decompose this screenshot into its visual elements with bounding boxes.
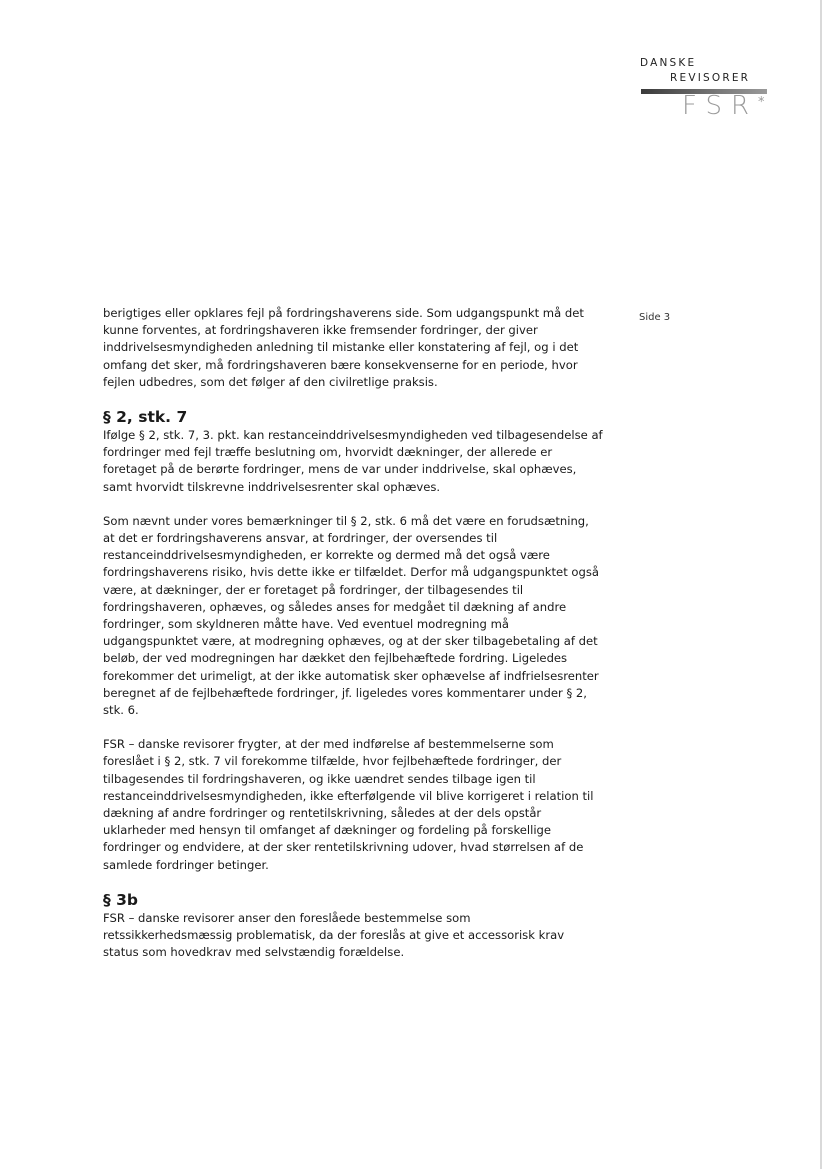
logo-mark: FSR xyxy=(682,91,759,121)
paragraph-intro: berigtiges eller opklares fejl på fordringshaverens side. Som udgangspunkt må det kunne forventes, at fordringshaveren ikke fremsender fordringer, der giver inddrivelsesmyndigheden anledning til mistanke eller konstatering af fejl, og i det omfang det sker, må fordringshaveren bære konsekvenserne for en periode, hvor fejlen udbedres, som det følger af den civilretlige praksis. xyxy=(103,306,584,389)
paragraph-2-7-c: FSR – danske revisorer frygter, at der med indførelse af bestemmelserne som foreslået i § 2, stk. 7 vil forekomme tilfælde, hvor fejlbehæftede fordringer, der tilbagesendes til fordringshaveren, og ikke uændret sendes tilbage igen til restanceinddrivelsesmyndigheden, ikke efterfølgende vil blive korrigeret i relation til dækning af andre fordringer og rentetilskrivning, således at der dels opstår uklarheder med hensyn til omfanget af dækninger og fordeling på forskellige fordringer og endvidere, at der sker rentetilskrivning udover, hvad størrelsen af de samlede fordringer betinger. xyxy=(103,737,594,872)
fsr-logo xyxy=(640,57,768,127)
section-heading-3b: § 3b xyxy=(103,890,139,909)
paragraph-3b: FSR – danske revisorer anser den foreslåede bestemmelse som retssikkerhedsmæssig problematisk, da der foreslås at give et accessorisk krav status som hovedkrav med selvstændig forældelse. xyxy=(103,910,565,960)
paragraph-2-7-a: Ifølge § 2, stk. 7, 3. pkt. kan restanceinddrivelsesmyndigheden ved tilbagesendelse af fordringer med fejl træffe beslutning om, hvorvidt dækninger, der allerede er foretaget på de berørte fordringer, mens de var under inddrivelse, skal ophæves, samt hvorvidt tilskrevne inddrivelsesrenter skal ophæves. xyxy=(103,428,603,494)
page-edge xyxy=(820,0,822,1169)
logo-star: * xyxy=(758,95,765,110)
document-body xyxy=(103,305,603,979)
logo-text-danske: DANSKE xyxy=(640,57,697,69)
section-heading-2-7: § 2, stk. 7 xyxy=(103,408,188,427)
page-number: Side 3 xyxy=(639,312,671,323)
paragraph-2-7-b: Som nævnt under vores bemærkninger til § 2, stk. 6 må det være en forudsætning, at det er fordringshaverens ansvar, at fordringer, der oversendes til restanceinddrivelsesmyndigheden, er korrekte og dermed må det også være fordringshaverens risiko, hvis dette ikke er tilfældet. Derfor må udgangspunktet også være, at dækninger, der er foretaget på fordringer, der tilbagesendes til fordringshaveren, ophæves, og således anses for medgået til dækning af andre fordringer, som skyldneren måtte have. Ved eventuel modregning må udgangspunktet være, at modregning ophæves, og at der sker tilbagebetaling af det beløb, der ved modregningen har dækket den fejlbehæftede fordring. Ligeledes forekommer det urimeligt, at der ikke automatisk sker ophævelse af indfrielsesrenter beregnet af de fejlbehæftede fordringer, jf. ligeledes vores kommentarer under § 2, stk. 6. xyxy=(103,513,600,718)
logo-text-revisorer: REVISORER xyxy=(670,72,751,84)
